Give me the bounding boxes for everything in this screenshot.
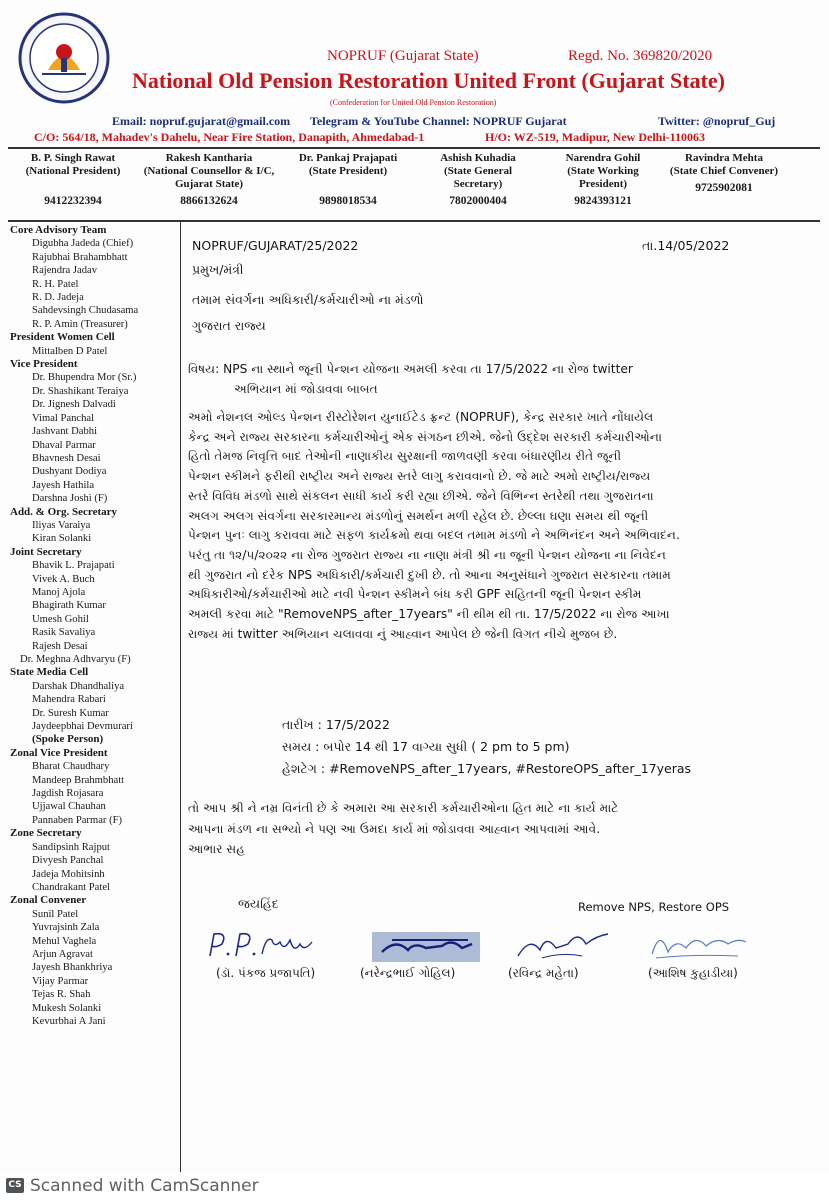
- sidebar-member: R. P. Amin (Treasurer): [32, 318, 128, 330]
- subject-text: વિષય: NPS ના સ્થાને જૂની પેન્શન યોજના અમલી કરવા તા 17/5/2022 ના રોજ twitter: [188, 362, 633, 376]
- slogan-text: Remove NPS, Restore OPS: [578, 900, 730, 914]
- sidebar-member: Mukesh Solanki: [32, 1002, 102, 1014]
- sidebar-member: Mahendra Rabari: [32, 694, 106, 706]
- sidebar-member: Rasik Savaliya: [32, 627, 96, 639]
- office-bearer-name: Ashish Kuhadia: [440, 152, 516, 164]
- sidebar-member: Jayesh Bhankhriya: [32, 962, 113, 974]
- signatory-name: (ડૉ. પંકજ પ્રજાપતિ): [216, 966, 316, 980]
- sidebar-member: Jaydeepbhai Devmurari: [32, 721, 133, 733]
- sidebar-heading: (Spoke Person): [32, 733, 104, 746]
- sidebar-member: Bhagirath Kumar: [32, 600, 106, 612]
- body-line: કેન્દ્ર અને રાજ્ય સરકારના કર્મચારીઓનું એક સંગઠન છીએ. જેનો ઉદ્દેશ સરકારી કર્મચારીઓના: [188, 429, 662, 444]
- scanner-footer: [0, 1174, 829, 1200]
- sidebar-divider: [180, 222, 181, 1172]
- sidebar-member: Bhavik L. Prajapati: [32, 560, 115, 572]
- sidebar-member: Chandrakant Patel: [32, 881, 110, 893]
- office-bearer-role: (State General Secretary): [443, 165, 513, 190]
- body-line: પરંતુ તા ૧૨/૫/૨૦૨૨ ના રોજ ગુજરાત રાજ્ય ના નાણા મંત્રી શ્રી ના જૂની પેન્શન યોજના ના નિવેદન: [188, 547, 666, 562]
- body-line: પેન્શન પુનઃ લાગુ કરાવવા માટે સફળ કાર્યક્રમો થવા બદલ તમામ મંડળો ને અભિનંદન અને અભિવાદન.: [188, 528, 680, 543]
- signature-ashish: [642, 924, 752, 964]
- office-bearer-phone: 7802000404: [449, 195, 507, 207]
- sidebar-member: Dhaval Parmar: [32, 439, 96, 451]
- sidebar-member: R. D. Jadeja: [32, 292, 84, 304]
- sidebar-member: Kevurbhai A Jani: [32, 1015, 106, 1027]
- sidebar-member: Sahdevsingh Chudasama: [32, 305, 139, 317]
- closing-paragraph: [188, 798, 804, 860]
- sidebar-member: Umesh Gohil: [32, 613, 89, 625]
- sidebar-heading: State Media Cell: [10, 666, 89, 679]
- sidebar-member: Jadeja Mohitsinh: [32, 868, 105, 880]
- campaign-date: તારીખ : 17/5/2022: [282, 717, 390, 732]
- sidebar-member: Dr. Jignesh Dalvadi: [32, 399, 116, 411]
- office-bearer-role: (State President): [308, 165, 388, 177]
- sidebar-member: Mehul Vaghela: [32, 935, 97, 947]
- camscanner-text: Scanned with CamScanner: [30, 1176, 259, 1196]
- twitter-text: Twitter: @nopruf_Guj: [658, 114, 776, 128]
- co-address: C/O: 564/18, Mahadev's Dahelu, Near Fire Station, Danapith, Ahmedabad-1: [34, 130, 425, 144]
- sidebar-member: Kiran Solanki: [32, 533, 92, 545]
- body-paragraph: [188, 408, 804, 644]
- header-divider: [8, 147, 820, 149]
- sidebar-member: Bharat Chaudhary: [32, 761, 110, 773]
- office-bearer-role: (National President): [25, 165, 121, 177]
- sidebar-member: Ujjawal Chauhan: [32, 801, 106, 813]
- signature-narendra: [372, 932, 480, 964]
- sidebar-heading: Add. & Org. Secretary: [10, 505, 118, 518]
- sidebar-member: Jashvant Dabhi: [32, 426, 98, 438]
- sidebar-member: Dushyant Dodiya: [32, 466, 107, 478]
- sidebar-heading: Joint Secretary: [10, 545, 82, 558]
- campaign-time: સમય : બપોર 14 થી 17 વાગ્યા સુધી ( 2 pm to 5 pm): [282, 739, 570, 754]
- registration-number: Regd. No. 369820/2020: [568, 48, 713, 64]
- office-bearer-role: (State Working President): [567, 165, 639, 190]
- org-short-name: NOPRUF (Gujarat State): [327, 48, 479, 64]
- channel-text: Telegram & YouTube Channel: NOPRUF Gujarat: [310, 114, 567, 128]
- body-line: હિતો તેમજ નિવૃત્તિ બાદ તેઓની નાણાકીય સુરક્ષાની જાળવણી કરવા બંધારણીય રીતે જૂની: [188, 449, 622, 464]
- signatory-name: (આશિષ કુહાડીયા): [648, 966, 738, 980]
- recipient-line: ગુજરાત રાજ્ય: [192, 318, 266, 333]
- ho-address: H/O: WZ-519, Madipur, New Delhi-110063: [485, 130, 706, 144]
- sidebar-member: Dr. Suresh Kumar: [32, 707, 109, 719]
- signatory-name: (નરેન્દ્રભાઈ ગોહિલ): [360, 966, 456, 980]
- body-line: રાજ્ય માં twitter અભિયાન ચલાવવા નું આહ્વાન આપેલ છે જેની વિગત નીચે મુજબ છે.: [188, 626, 618, 641]
- thanks-text: આભાર સહ: [188, 842, 245, 856]
- signature-ravindra: [512, 926, 612, 964]
- sidebar-member: Bhavnesh Desai: [32, 452, 101, 464]
- sidebar-member: Rajubhai Brahambhatt: [32, 251, 128, 263]
- subject-text: અભિયાન માં જોડાવવા બાબત: [234, 382, 378, 396]
- recipient-line: તમામ સંવર્ગના અધિકારી/કર્મચારીઓ ના મંડળો: [192, 292, 424, 307]
- sidebar-member: Mittalben D Patel: [32, 345, 108, 357]
- office-bearer-name: B. P. Singh Rawat: [30, 152, 116, 164]
- subject-line: [188, 359, 798, 399]
- office-bearer-phone: 9824393121: [574, 195, 632, 207]
- jayhind-text: જયહિંદ: [238, 896, 279, 911]
- sidebar-member: Sunil Patel: [32, 908, 79, 920]
- office-bearer-name: Rakesh Kantharia: [165, 152, 253, 164]
- sidebar-member: Divyesh Panchal: [32, 855, 104, 867]
- camscanner-icon: CS: [6, 1178, 24, 1193]
- sidebar-member: Dr. Meghna Adhvaryu (F): [20, 654, 131, 665]
- bearers-divider: [8, 220, 820, 222]
- nopruf-logo: [18, 12, 110, 104]
- body-line: સ્તરે વિવિધ મંડળો સાથે સંકલન સાધી કાર્ય કરી રહ્યા છીએ. જેને વિભિન્ન સ્તરેથી તથા ગુજરાતના: [188, 488, 654, 503]
- sidebar-member: Pannaben Parmar (F): [32, 814, 123, 826]
- body-line: અમલી કરવા માટે "RemoveNPS_after_17years" ની થીમ થી તા. 17/5/2022 ના રોજ આખા: [188, 607, 670, 622]
- sidebar-heading: Zone Secretary: [10, 827, 82, 840]
- sidebar-member: Vijay Parmar: [32, 975, 89, 987]
- sidebar-member: Sandipsinh Rajput: [32, 841, 110, 853]
- closing-text: તો આપ શ્રી ને નમ્ર વિનંતી છે કે અમારા આ સરકારી કર્મચારીઓના હિત માટે ના કાર્ય માટે: [188, 801, 619, 815]
- body-line: પેન્શન સ્કીમને ફરીથી રાષ્ટ્રીય અને રાજ્ય સ્તરે લાગુ કરાવવાનો છે. જે માટે અમો રાષ્ટ્રીય/રાજ્ય: [188, 469, 651, 484]
- sidebar-member: Jayesh Hathila: [32, 479, 95, 491]
- office-bearer: [420, 152, 536, 208]
- campaign-hashtags: હેશટેગ : #RemoveNPS_after_17years, #RestoreOPS_after_17yeras: [282, 761, 692, 776]
- signatory-name: (રવિન્દ્ર મહેતા): [508, 966, 579, 980]
- sidebar-heading: Core Advisory Team: [10, 224, 107, 236]
- sidebar-member: Arjun Agravat: [32, 948, 93, 960]
- sidebar-member: Rajesh Desai: [32, 640, 88, 652]
- email-text: Email: nopruf.gujarat@gmail.com: [112, 114, 291, 128]
- sidebar-member: Dr. Shashikant Teraiya: [32, 385, 129, 397]
- sidebar-member: Iliyas Varaiya: [32, 519, 91, 531]
- campaign-details: [282, 714, 691, 780]
- confederation-line: (Confederation for United Old Pension Restoration): [330, 98, 497, 107]
- sidebar-member: Yuvrajsinh Zala: [32, 922, 100, 934]
- sidebar-member: R. H. Patel: [32, 278, 79, 290]
- office-bearer-phone: 9412232394: [44, 195, 102, 207]
- sidebar-heading: Vice President: [10, 358, 78, 371]
- recipient-line: પ્રમુખ/મંત્રી: [192, 262, 244, 277]
- office-bearer-phone: 9898018534: [319, 195, 377, 207]
- letter-reference: NOPRUF/GUJARAT/25/2022: [192, 238, 359, 253]
- sidebar-member: Darshak Dhandhaliya: [32, 680, 125, 692]
- sidebar-heading: President Women Cell: [10, 331, 115, 344]
- office-bearer: [668, 152, 780, 195]
- office-bearer-name: Ravindra Mehta: [685, 152, 763, 164]
- sidebar-member: Rajendra Jadav: [32, 265, 98, 277]
- office-bearer-phone: 8866132624: [180, 195, 238, 207]
- letter-date: તા.14/05/2022: [642, 238, 730, 253]
- sidebar-heading: Zonal Convener: [10, 894, 87, 907]
- committee-sidebar: [10, 224, 180, 1028]
- body-line: અધિકારીઓ/કર્મચારીઓ માટે નવી પેન્શન સ્કીમને બંધ કરી GPF સહિતની જૂની પેન્શન સ્કીમ: [188, 587, 642, 602]
- sidebar-member: Mandeep Brahmbhatt: [32, 774, 125, 786]
- sidebar-member: Vimal Panchal: [32, 412, 95, 424]
- sidebar-member: Digubha Jadeda (Chief): [32, 238, 134, 250]
- office-bearer: [12, 152, 134, 208]
- sidebar-member: Vivek A. Buch: [32, 573, 95, 585]
- closing-text: આપના મંડળ ના સભ્યો ને પણ આ ઉમદા કાર્ય માં જોડાવવા આહ્વાન આપવામાં આવે.: [188, 821, 601, 836]
- sidebar-member: Tejas R. Shah: [32, 989, 91, 1001]
- sidebar-member: Darshna Joshi (F): [32, 493, 108, 505]
- signature-pankaj: [202, 928, 322, 964]
- body-line: થી ગુજરાત નો દરેક NPS અધિકારી/કર્મચારી દુખી છે. તો આના અનુસંધાને ગુજરાત સરકારના તમામ: [188, 567, 671, 582]
- office-bearer: [286, 152, 410, 208]
- office-bearer-phone: 9725902081: [695, 182, 753, 194]
- sidebar-heading: Zonal Vice President: [10, 746, 108, 759]
- sidebar-member: Manoj Ajola: [32, 586, 86, 598]
- body-line: અમો નેશનલ ઓલ્ડ પેન્શન રીસ્ટોરેશન યુનાઈટેડ ફ્રન્ટ (NOPRUF), કેન્દ્ર સરકાર ખાતે નોંધાયેલ: [188, 410, 654, 424]
- office-bearer-name: Dr. Pankaj Prajapati: [298, 152, 398, 164]
- office-bearer-role: (National Counsellor & I/C, Gujarat State): [143, 165, 275, 190]
- office-bearer: [140, 152, 278, 208]
- office-bearer-name: Narendra Gohil: [565, 152, 641, 164]
- body-line: અલગ અલગ સંવર્ગના સરકારમાન્ય મંડળોનું સમર્થન મળી રહેલ છે. છેલ્લા ઘણા સમય થી જૂની: [188, 508, 649, 523]
- sidebar-member: Jagdish Rojasara: [32, 788, 104, 800]
- sidebar-member: Dr. Bhupendra Mor (Sr.): [32, 372, 137, 384]
- office-bearer-role: (State Chief Convener): [669, 165, 779, 177]
- office-bearer: [544, 152, 662, 208]
- org-full-name: National Old Pension Restoration United Front (Gujarat State): [132, 68, 725, 93]
